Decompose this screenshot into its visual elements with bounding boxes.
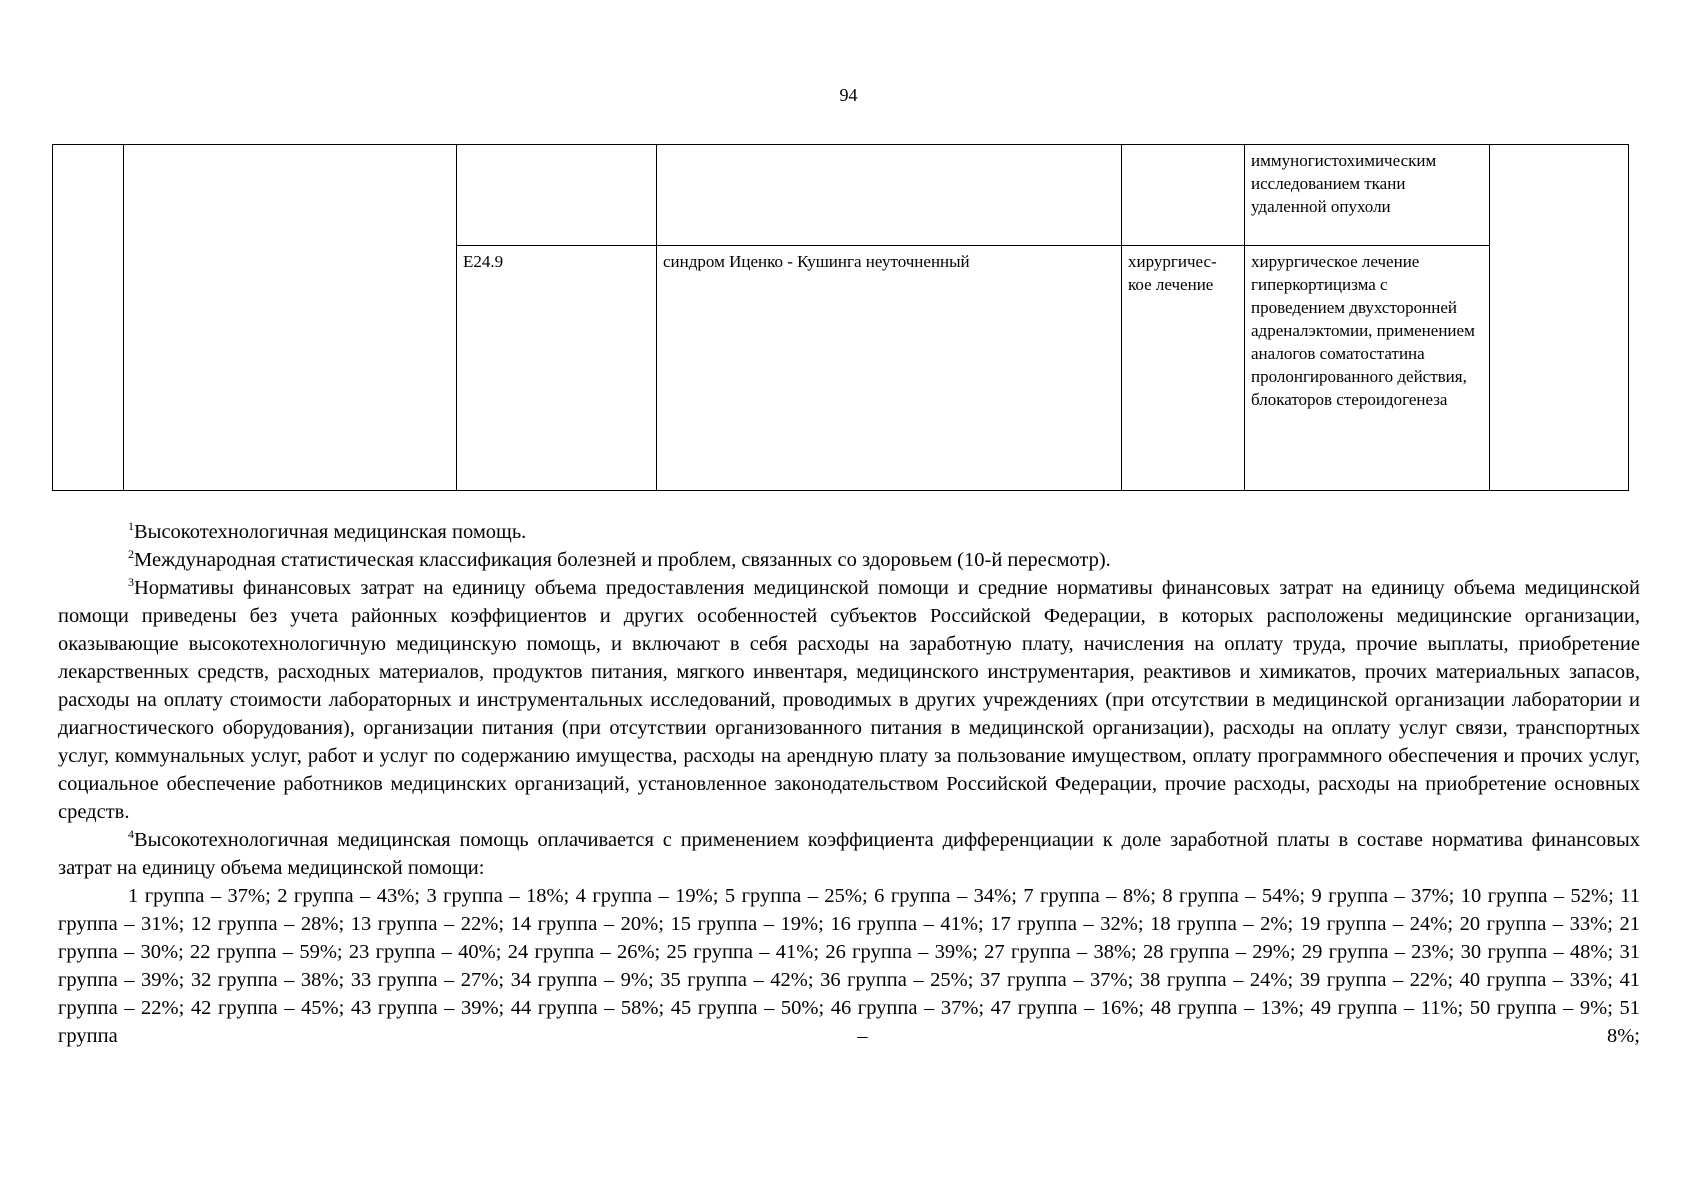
footnote-mark: 1 [128,519,134,533]
table-cell-number [53,145,124,491]
footnote-3 [58,574,1640,826]
footnote-mark: 3 [128,575,134,589]
table-cell-norm [1490,145,1629,491]
table-cell-treatment-type: хирургичес-кое лечение [1122,246,1245,491]
footnote-text: Высокотехнологичная медицинская помощь. [134,521,527,543]
medical-care-table [52,144,1629,491]
table-cell-method: хирургическое лечение гиперкортицизма с проведением двухсторонней адреналэктомии, применением аналогов соматостатина пролонгированного действия, блокаторов стероидогенеза [1245,246,1490,491]
page-number: 94 [839,85,858,105]
footnote-4 [58,826,1640,882]
table-cell-method: иммуногистохимическим исследованием ткани удаленной опухоли [1245,145,1490,246]
footnote-text: Международная статистическая классификация болезней и проблем, связанных со здоровьем (10-й пересмотр). [134,549,1111,571]
table-cell-diagnosis: синдром Иценко - Кушинга неуточненный [657,246,1122,491]
table-cell-profile [124,145,457,491]
footnote-text: Нормативы финансовых затрат на единицу объема предоставления медицинской помощи и средние нормативы финансовых затрат на единицу объема медицинской помощи приведены без учета районных коэффициентов и других особенностей субъектов Российской Федерации, в которых расположены медицинские организации, оказывающие высокотехнологичную медицинскую помощь, и включают в себя расходы на заработную плату, начисления на оплату труда, прочие выплаты, приобретение лекарственных средств, расходных материалов, продуктов питания, мягкого инвентаря, медицинского инструментария, реактивов и химикатов, прочих материальных запасов, расходы на оплату стоимости лабораторных и инструментальных исследований, проводимых в других учреждениях (при отсутствии в медицинской организации лаборатории и диагностического оборудования), организации питания (при отсутствии организованного питания в медицинской организации), расходы на оплату услуг связи, транспортных услуг, коммунальных услуг, работ и услуг по содержанию имущества, расходы на арендную плату за пользование имуществом, оплату программного обеспечения и прочих услуг, социальное обеспечение работников медицинских организаций, установленное законодательством Российской Федерации, прочие расходы, расходы на приобретение основных средств. [58,577,1640,823]
group-coefficients: 1 группа – 37%; 2 группа – 43%; 3 группа – 18%; 4 группа – 19%; 5 группа – 25%; 6 группа – 34%; 7 группа – 8%; 8 группа – 54%; 9 группа – 37%; 10 группа – 52%; 11 группа – 31%; 12 группа – 28%; 13 группа – 22%; 14 группа – 20%; 15 группа – 19%; 16 группа – 41%; 17 группа – 32%; 18 группа – 2%; 19 группа – 24%; 20 группа – 33%; 21 группа – 30%; 22 группа – 59%; 23 группа – 40%; 24 группа – 26%; 25 группа – 41%; 26 группа – 39%; 27 группа – 38%; 28 группа – 29%; 29 группа – 23%; 30 группа – 48%; 31 группа – 39%; 32 группа – 38%; 33 группа – 27%; 34 группа – 9%; 35 группа – 42%; 36 группа – 25%; 37 группа – 37%; 38 группа – 24%; 39 группа – 22%; 40 группа – 33%; 41 группа – 22%; 42 группа – 45%; 43 группа – 39%; 44 группа – 58%; 45 группа – 50%; 46 группа – 37%; 47 группа – 16%; 48 группа – 13%; 49 группа – 11%; 50 группа – 9%; 51 группа – 8%; [58,885,1640,1047]
table-cell-code: E24.9 [457,246,657,491]
table-cell-diagnosis [657,145,1122,246]
footnote-text: Высокотехнологичная медицинская помощь оплачивается с применением коэффициента дифференциации к доле заработной платы в составе норматива финансовых затрат на единицу объема медицинской помощи: [58,829,1640,879]
footnote-mark: 2 [128,547,134,561]
table-cell-treatment-type [1122,145,1245,246]
footnote-2 [58,546,1640,574]
footnote-mark: 4 [128,827,134,841]
footnotes [58,518,1640,1050]
table-cell-code [457,145,657,246]
table-row [53,145,1629,246]
footnote-1 [58,518,1640,546]
